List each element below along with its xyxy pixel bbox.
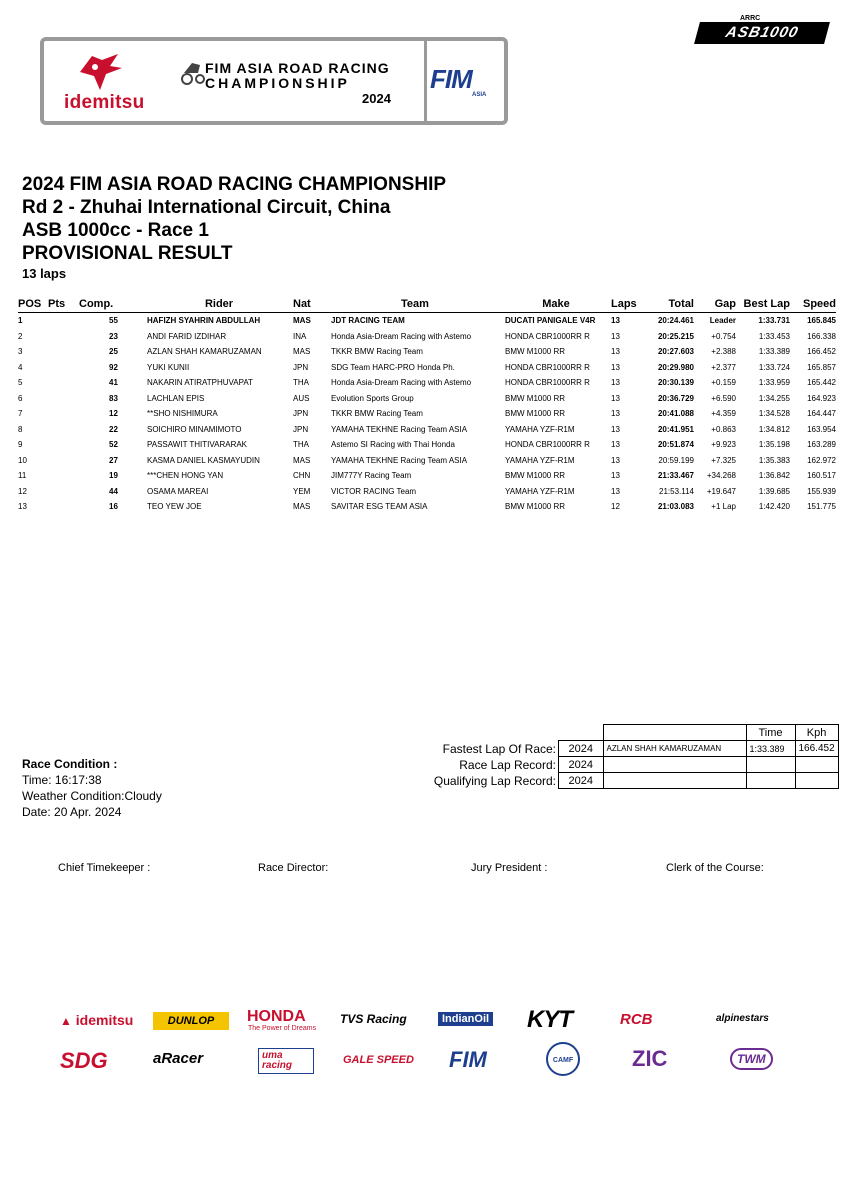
cell-laps: 13 (611, 486, 620, 496)
race-lap-record-year: 2024 (559, 757, 604, 773)
cell-comp: 22 (109, 424, 118, 434)
table-row (18, 329, 836, 345)
cell-pos: 10 (18, 455, 27, 465)
cell-pos: 2 (18, 331, 23, 341)
cell-comp: 83 (109, 393, 118, 403)
table-row (18, 468, 836, 484)
cell-pts (48, 406, 79, 422)
race-lap-record-label: Race Lap Record: (459, 758, 556, 772)
cell-pts (48, 484, 79, 500)
cell-laps: 13 (611, 316, 620, 326)
clerk-of-course-label: Clerk of the Course: (666, 862, 764, 874)
sponsor-indianoil: IndianOil (438, 1012, 493, 1026)
championship-title-line2: CHAMPIONSHIP (205, 75, 350, 91)
cell-pos: 5 (18, 378, 23, 388)
asb1000-logo (694, 22, 830, 44)
sponsor-tvs-racing: TVS Racing (340, 1012, 407, 1026)
cell-laps: 13 (611, 455, 620, 465)
cell-nat: THA (293, 378, 309, 388)
cell-best: 1:33.389 (758, 347, 790, 357)
cell-rider: TEO YEW JOE (147, 502, 202, 512)
cell-rider: HAFIZH SYAHRIN ABDULLAH (147, 316, 261, 326)
cell-comp: 55 (109, 316, 118, 326)
table-row (18, 406, 836, 422)
cell-best: 1:34.812 (758, 424, 790, 434)
table-row (18, 484, 836, 500)
cell-speed: 165.857 (807, 362, 836, 372)
cell-rider: LACHLAN EPIS (147, 393, 205, 403)
cell-total: 20:51.874 (657, 440, 694, 450)
cell-make: HONDA CBR1000RR R (505, 440, 590, 450)
cell-rider: NAKARIN ATIRATPHUVAPAT (147, 378, 253, 388)
fastest-lap-label: Fastest Lap Of Race: (442, 742, 556, 756)
cell-total: 20:41.088 (657, 409, 694, 419)
cell-comp: 44 (109, 486, 118, 496)
cell-gap: +2.388 (711, 347, 736, 357)
sponsor-camf (546, 1042, 580, 1076)
cell-total: 20:25.215 (657, 331, 694, 341)
cell-pts (48, 422, 79, 438)
cell-gap: +1 Lap (711, 502, 736, 512)
cell-speed: 165.845 (807, 316, 836, 326)
records-col-kph: Kph (795, 725, 838, 741)
race-time: Time: 16:17:38 (22, 773, 102, 787)
cell-laps: 13 (611, 471, 620, 481)
table-row (18, 313, 836, 329)
results-header-row (18, 297, 836, 313)
cell-total: 20:41.951 (657, 424, 694, 434)
cell-speed: 163.954 (807, 424, 836, 434)
cell-make: YAMAHA YZF-R1M (505, 486, 575, 496)
fastest-lap-row (559, 741, 839, 757)
cell-team: TKKR BMW Racing Team (331, 347, 423, 357)
records-table (558, 724, 839, 789)
cell-pts (48, 360, 79, 376)
col-header-rider: Rider (145, 297, 293, 313)
records-col-time: Time (746, 725, 795, 741)
fastest-lap-year: 2024 (559, 741, 604, 757)
fim-logo: FIM (430, 64, 472, 94)
idemitsu-small-icon: ▲ (60, 1014, 72, 1028)
cell-total: 20:24.461 (657, 316, 694, 326)
cell-speed: 160.517 (807, 471, 836, 481)
cell-best: 1:39.685 (758, 486, 790, 496)
qualifying-lap-record-row (559, 773, 839, 789)
col-header-best-lap: Best Lap (736, 297, 790, 313)
cell-laps: 13 (611, 393, 620, 403)
cell-gap: +4.359 (711, 409, 736, 419)
cell-nat: INA (293, 331, 307, 341)
cell-pos: 4 (18, 362, 23, 372)
cell-comp: 12 (109, 409, 118, 419)
cell-best: 1:33.731 (758, 316, 790, 326)
cell-pts (48, 453, 79, 469)
doc-title-status: PROVISIONAL RESULT (22, 243, 233, 264)
col-header-team: Team (329, 297, 501, 313)
cell-speed: 165.442 (807, 378, 836, 388)
cell-best: 1:35.383 (758, 455, 790, 465)
cell-rider: YUKI KUNII (147, 362, 190, 372)
cell-team: Honda Asia-Dream Racing with Astemo (331, 331, 472, 341)
sponsor-zic: ZIC (632, 1046, 668, 1071)
cell-best: 1:42.420 (758, 502, 790, 512)
cell-rider: **SHO NISHIMURA (147, 409, 218, 419)
cell-team: Honda Asia-Dream Racing with Astemo (331, 378, 472, 388)
cell-nat: YEM (293, 486, 311, 496)
cell-total: 20:30.139 (657, 378, 694, 388)
cell-team: YAMAHA TEKHNE Racing Team ASIA (331, 455, 468, 465)
cell-rider: AZLAN SHAH KAMARUZAMAN (147, 347, 262, 357)
records-header-row (559, 725, 839, 741)
table-row (18, 437, 836, 453)
doc-title-championship: 2024 FIM ASIA ROAD RACING CHAMPIONSHIP (22, 174, 447, 195)
cell-nat: MAS (293, 316, 311, 326)
doc-title-race: ASB 1000cc - Race 1 (22, 220, 209, 241)
cell-team: SDG Team HARC-PRO Honda Ph. (331, 362, 455, 372)
cell-make: BMW M1000 RR (505, 502, 566, 512)
cell-gap: +9.923 (711, 440, 736, 450)
cell-pos: 8 (18, 424, 23, 434)
cell-comp: 23 (109, 331, 118, 341)
cell-pos: 13 (18, 502, 27, 512)
cell-speed: 163.289 (807, 440, 836, 450)
cell-pts (48, 375, 79, 391)
race-date: Date: 20 Apr. 2024 (22, 805, 122, 819)
cell-team: Astemo SI Racing with Thai Honda (331, 440, 455, 450)
asb1000-logo-text: ASB1000 (723, 24, 801, 41)
col-header-pts: Pts (48, 297, 79, 313)
cell-best: 1:33.724 (758, 362, 790, 372)
championship-year: 2024 (362, 91, 391, 106)
cell-total: 21:53.114 (659, 486, 694, 496)
table-row (18, 375, 836, 391)
cell-nat: THA (293, 440, 309, 450)
sponsor-kyt: KYT (527, 1006, 572, 1033)
qualifying-lap-record-label: Qualifying Lap Record: (433, 774, 556, 788)
cell-nat: MAS (293, 502, 311, 512)
table-row (18, 453, 836, 469)
rider-icon (178, 55, 206, 85)
sponsor-aracer: aRacer (153, 1050, 204, 1067)
sponsor-gale-speed: GALE SPEED (343, 1054, 414, 1066)
cell-total: 20:36.729 (657, 393, 694, 403)
sponsor-dunlop-text: DUNLOP (167, 1015, 215, 1027)
cell-gap: +0.863 (711, 424, 736, 434)
cell-team: JIM777Y Racing Team (331, 471, 412, 481)
cell-speed: 155.939 (807, 486, 836, 496)
cell-rider: PASSAWIT THITIVARARAK (147, 440, 248, 450)
cell-speed: 166.338 (807, 331, 836, 341)
cell-pos: 9 (18, 440, 23, 450)
cell-best: 1:33.959 (758, 378, 790, 388)
cell-total: 21:33.467 (657, 471, 694, 481)
championship-title-line1: FIM ASIA ROAD RACING (205, 60, 390, 76)
cell-rider: KASMA DANIEL KASMAYUDIN (147, 455, 260, 465)
cell-total: 21:03.083 (657, 502, 694, 512)
cell-gap: +6.590 (711, 393, 736, 403)
cell-pts (48, 468, 79, 484)
race-director-label: Race Director: (258, 862, 329, 874)
cell-make: HONDA CBR1000RR R (505, 331, 590, 341)
cell-best: 1:34.528 (758, 409, 790, 419)
col-header-make: Make (501, 297, 611, 313)
laps-count: 13 laps (22, 266, 67, 281)
table-row (18, 391, 836, 407)
cell-pos: 1 (18, 316, 23, 326)
fastest-lap-time: 1:33.389 (746, 741, 795, 757)
cell-pts (48, 437, 79, 453)
cell-team: SAVITAR ESG TEAM ASIA (331, 502, 428, 512)
cell-gap: Leader (709, 316, 736, 326)
sponsor-camf-text: CAMF (552, 1057, 574, 1064)
honda-tagline: The Power of Dreams (248, 1025, 317, 1032)
cell-nat: MAS (293, 347, 311, 357)
cell-rider: SOICHIRO MINAMIMOTO (147, 424, 242, 434)
sponsor-twm: TWM (730, 1048, 773, 1070)
results-body (18, 313, 836, 515)
cell-total: 20:29.980 (657, 362, 694, 372)
sponsor-rcb: RCB (620, 1011, 653, 1028)
cell-team: TKKR BMW Racing Team (331, 409, 423, 419)
sponsor-honda: HONDA (247, 1008, 306, 1025)
cell-laps: 12 (611, 502, 620, 512)
banner-divider (424, 41, 427, 121)
cell-make: BMW M1000 RR (505, 409, 566, 419)
cell-make: BMW M1000 RR (505, 471, 566, 481)
cell-speed: 164.923 (807, 393, 836, 403)
col-header-total: Total (644, 297, 694, 313)
cell-gap: +19.647 (706, 486, 736, 496)
col-header-nat: Nat (293, 297, 329, 313)
cell-comp: 41 (109, 378, 118, 388)
sponsor-fim: FIM (449, 1047, 487, 1072)
cell-nat: AUS (293, 393, 310, 403)
results-table (18, 297, 836, 515)
cell-gap: +34.268 (706, 471, 736, 481)
table-row (18, 344, 836, 360)
col-header-laps: Laps (611, 297, 644, 313)
fastest-lap-rider: AZLAN SHAH KAMARUZAMAN (603, 741, 746, 757)
cell-best: 1:35.198 (758, 440, 790, 450)
cell-nat: CHN (293, 471, 311, 481)
cell-best: 1:34.255 (758, 393, 790, 403)
cell-gap: +0.754 (711, 331, 736, 341)
col-header-gap: Gap (694, 297, 736, 313)
cell-pts (48, 313, 79, 329)
cell-make: DUCATI PANIGALE V4R (505, 316, 596, 326)
cell-total: 20:27.603 (657, 347, 694, 357)
jury-president-label: Jury President : (471, 862, 548, 874)
race-condition-title: Race Condition : (22, 757, 118, 771)
cell-nat: JPN (293, 409, 309, 419)
col-header-speed: Speed (790, 297, 836, 313)
table-row (18, 360, 836, 376)
col-header-comp: Comp. (79, 297, 145, 313)
sponsor-idemitsu-text: idemitsu (75, 1012, 134, 1028)
cell-team: Evolution Sports Group (331, 393, 414, 403)
cell-laps: 13 (611, 362, 620, 372)
chief-timekeeper-label: Chief Timekeeper : (58, 862, 151, 874)
cell-speed: 164.447 (807, 409, 836, 419)
cell-pos: 3 (18, 347, 23, 357)
cell-make: BMW M1000 RR (505, 347, 566, 357)
cell-gap: +0.159 (711, 378, 736, 388)
cell-pos: 12 (18, 486, 27, 496)
cell-rider: ANDI FARID IZDIHAR (147, 331, 227, 341)
cell-pts (48, 391, 79, 407)
cell-best: 1:36.842 (758, 471, 790, 481)
cell-gap: +2.377 (711, 362, 736, 372)
weather-condition: Weather Condition:Cloudy (22, 789, 162, 803)
cell-pts (48, 329, 79, 345)
cell-pos: 7 (18, 409, 23, 419)
sponsor-sdg: SDG (60, 1048, 108, 1073)
fim-asia-label: ASIA (472, 92, 487, 98)
sponsor-dunlop (153, 1012, 229, 1030)
table-row (18, 422, 836, 438)
cell-nat: MAS (293, 455, 311, 465)
cell-laps: 13 (611, 440, 620, 450)
cell-pos: 6 (18, 393, 23, 403)
cell-laps: 13 (611, 424, 620, 434)
cell-pts (48, 344, 79, 360)
col-header-pos: POS (18, 297, 48, 313)
cell-make: BMW M1000 RR (505, 393, 566, 403)
cell-team: JDT RACING TEAM (331, 316, 405, 326)
qualifying-lap-record-year: 2024 (559, 773, 604, 789)
cell-speed: 162.972 (807, 455, 836, 465)
cell-comp: 27 (109, 455, 118, 465)
doc-title-round: Rd 2 - Zhuhai International Circuit, China (22, 197, 391, 218)
cell-laps: 13 (611, 378, 620, 388)
cell-total: 20:59.199 (658, 455, 694, 465)
cell-rider: ***CHEN HONG YAN (147, 471, 224, 481)
cell-speed: 166.452 (807, 347, 836, 357)
sponsor-alpinestars: alpinestars (716, 1013, 769, 1024)
cell-gap: +7.325 (711, 455, 736, 465)
cell-best: 1:33.453 (758, 331, 790, 341)
cell-nat: JPN (293, 362, 309, 372)
cell-pts (48, 499, 79, 515)
cell-comp: 19 (109, 471, 118, 481)
cell-team: YAMAHA TEKHNE Racing Team ASIA (331, 424, 468, 434)
cell-make: HONDA CBR1000RR R (505, 378, 590, 388)
cell-speed: 151.775 (807, 502, 836, 512)
idemitsu-brand: idemitsu (64, 92, 145, 113)
cell-team: VICTOR RACING Team (331, 486, 417, 496)
cell-laps: 13 (611, 409, 620, 419)
fastest-lap-kph: 166.452 (795, 741, 838, 757)
cell-make: HONDA CBR1000RR R (505, 362, 590, 372)
sponsor-uma-racing: uma racing (258, 1048, 314, 1074)
cell-comp: 16 (109, 502, 118, 512)
race-lap-record-row (559, 757, 839, 773)
table-row (18, 499, 836, 515)
cell-nat: JPN (293, 424, 309, 434)
record-labels (380, 741, 556, 789)
cell-comp: 92 (109, 362, 118, 372)
cell-pos: 11 (18, 471, 27, 481)
sponsor-idemitsu (60, 1012, 133, 1028)
cell-make: YAMAHA YZF-R1M (505, 424, 575, 434)
idemitsu-pegasus-icon (76, 50, 126, 92)
cell-laps: 13 (611, 347, 620, 357)
cell-make: YAMAHA YZF-R1M (505, 455, 575, 465)
cell-laps: 13 (611, 331, 620, 341)
cell-comp: 25 (109, 347, 118, 357)
arrc-label: ARRC (740, 15, 761, 22)
cell-comp: 52 (109, 440, 118, 450)
cell-rider: OSAMA MAREAI (147, 486, 209, 496)
